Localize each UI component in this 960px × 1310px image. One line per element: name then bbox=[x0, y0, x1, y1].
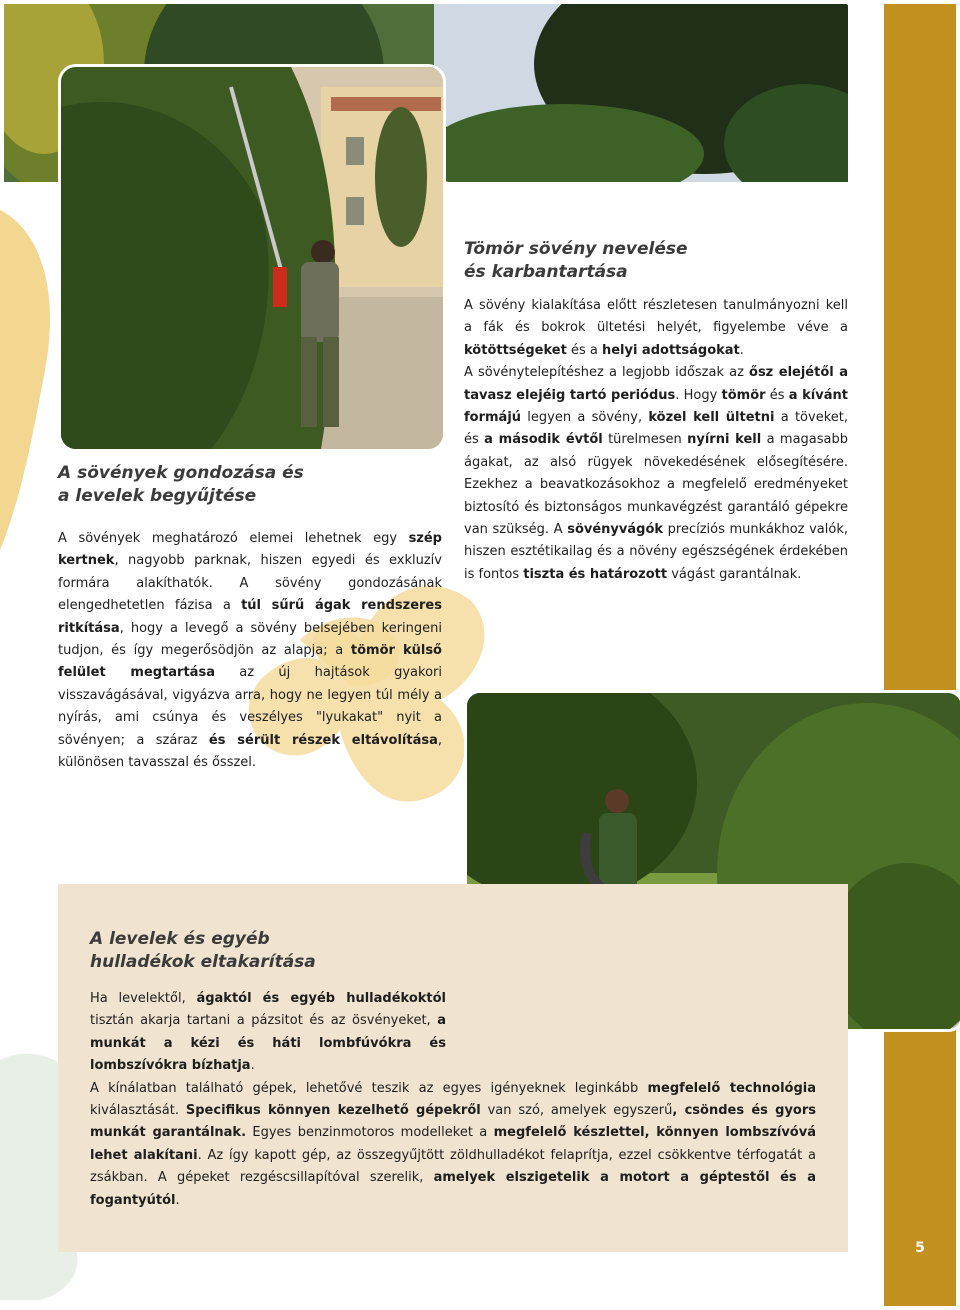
hedge-trimming-photo bbox=[58, 64, 446, 452]
page-number: 5 bbox=[915, 1240, 925, 1256]
dense-hedge-paragraph-1: A sövény kialakítása előtt részletesen tanulmányozni kell a fák és bokrok ültetési helyét, figyelembe véve a kötöttségeket és a helyi adottságokat. bbox=[464, 298, 848, 358]
dense-hedge-paragraph-2: A sövénytelepítéshez a legjobb időszak az ősz elejétől a tavasz elejéig tartó periódus. Hogy tömör és a kívánt formájú legyen a sövény, közel kell ültetni a töveket, és a második évtől türelmesen nyírni kell a magasabb ágakat, az alsó rügyek növekedésének elősegítésére. Ezekhez a beavatkozásokhoz a megfelelő eredményeket biztosító és biztonságos munkavégzést garantáló gépekre van szükség. A sövényvágók precíziós munkákhoz valók, hiszen esztétikailag és a növény egészségének érdekében is fontos tiszta és határozott vágást garantálnak. bbox=[464, 365, 848, 582]
dense-hedge-section bbox=[464, 238, 848, 586]
gold-side-bar-bottom bbox=[884, 1030, 956, 1306]
hedge-care-section bbox=[58, 462, 442, 774]
leaf-removal-title: A levelek és egyéb hulladékok eltakarítása bbox=[90, 929, 316, 972]
hedge-care-title: A sövények gondozása és a levelek begyűjtése bbox=[58, 463, 304, 506]
dense-hedge-title: Tömör sövény nevelése és karbantartása bbox=[464, 239, 688, 282]
gold-side-bar bbox=[884, 4, 956, 690]
leaf-removal-paragraph-2: A kínálatban található gépek, lehetővé teszik az egyes igényeknek leginkább megfelelő technológia kiválasztását. Specifikus könnyen kezelhető gépekről van szó, amelyek egyszerű, csöndes és gyors munkát garantálnak. Egyes benzinmotoros modelleket a megfelelő készlettel, könnyen lombszívóvá lehet alakítani. Az így kapott gép, az összegyűjtött zöldhulladékot felaprítja, ezzel csökkentve térfogatát a zsákban. A gépeket rezgéscsillapítóval szerelik, amelyek elszigetelik a motort a géptestől és a fogantyútól. bbox=[90, 1080, 816, 1208]
leaf-removal-section bbox=[90, 928, 816, 1212]
leaf-removal-paragraph-1: Ha levelektől, ágaktól és egyéb hulladékoktól tisztán akarja tartani a pázsitot és az ösvényeket, a munkát a kézi és háti lombfúvókra és lombszívókra bízhatja. bbox=[90, 991, 446, 1074]
hedge-care-paragraph: A sövények meghatározó elemei lehetnek egy szép kertnek, nagyobb parknak, hiszen egyedi és exkluzív formára alakíthatók. A sövény gondozásának elengedhetetlen fázisa a túl sűrű ágak rendszeres ritkítása, hogy a levegő a sövény belsejében keringeni tudjon, és így megerősödjön az alapja; a tömör külső felület megtartása az új hajtások gyakori visszavágásával, vigyázva arra, hogy ne legyen túl mély a nyírás, ami csúnya és veszélyes "lyukakat" nyit a sövényen; a száraz és sérült részek eltávolítása, különösen tavasszal és ősszel. bbox=[58, 531, 443, 771]
